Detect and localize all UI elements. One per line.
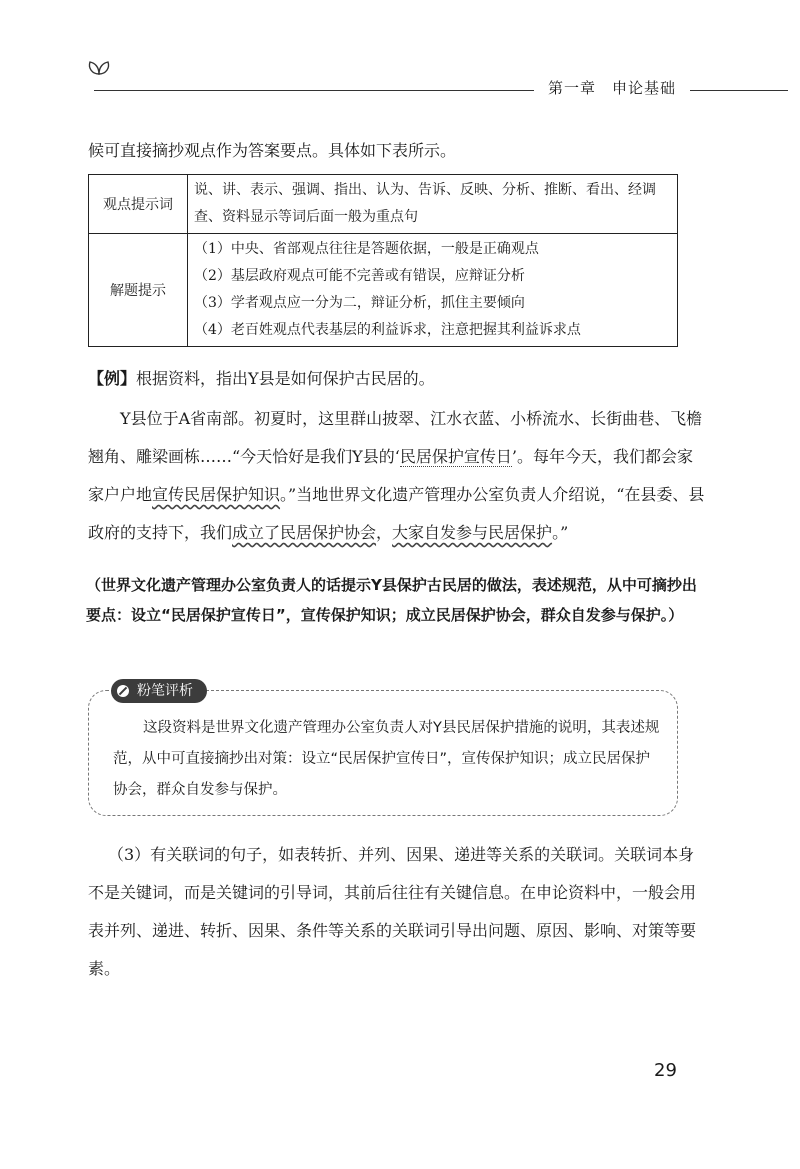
story-underline: 宣传民居保护知识 [152, 485, 281, 504]
analysis-text: 这段资料是世界文化遗产管理办公室负责人对Y县民居保护措施的说明，其表述规范，从中可直接摘抄出对策：设立“民居保护宣传日”，宣传保护知识；成立民居保护协会，群众自发参与保护。 [113, 720, 660, 798]
table-label-tips: 解题提示 [89, 234, 188, 347]
story-underline: 大家自发参与民居保护 [392, 523, 553, 542]
story-text: 。”当地世界文化遗产管理办公室负责人介绍说，“在县委、县政府的支持下，我们 [88, 485, 705, 542]
chapter-header [548, 77, 676, 98]
story-text: Y县位于A省南部。初夏时，这里群山披翠、江水衣蓝、小桥流水、长街曲巷、飞檐翘角、雕梁画栋……“今天恰好是我们Y县的‘ [88, 409, 703, 466]
intro-text: 候可直接摘抄观点作为答案要点。具体如下表所示。 [88, 141, 457, 160]
tip-item: （3）学者观点应一分为二，辩证分析，抓住主要倾向 [194, 295, 525, 311]
header-rule-right [690, 90, 788, 91]
tip-item: （2）基层政府观点可能不完善或有错误，应辩证分析 [194, 268, 525, 284]
story-text: 。” [552, 523, 569, 542]
header-rule-left [94, 90, 534, 91]
story-text: ， [376, 523, 393, 542]
leaf-logo-icon [86, 58, 112, 78]
story-underline: 成立了民居保护协会 [232, 523, 377, 542]
page-number: 29 [654, 1060, 677, 1081]
hint-table [88, 174, 678, 347]
example-text: 根据资料，指出Y县是如何保护古民居的。 [136, 369, 435, 388]
tip-item: （4）老百姓观点代表基层的利益诉求，注意把握其利益诉求点 [194, 322, 581, 338]
story-paragraph [88, 400, 708, 552]
section3-paragraph: （3）有关联词的句子，如表转折、并列、因果、递进等关系的关联词。关联词本身不是关键词，而是关键词的引导词，其前后往往有关键信息。在申论资料中，一般会用表并列、递进、转折、因果、条件等关系的关联词引导出问题、原因、影响、对策等要素。 [88, 845, 697, 978]
example-label: 【例】 [88, 369, 137, 388]
table-content-tips [188, 234, 678, 347]
analysis-box [88, 683, 678, 816]
table-row [89, 175, 678, 234]
chapter-title: 申论基础 [612, 79, 677, 97]
analysis-tag [111, 679, 207, 703]
analysis-tag-label: 粉笔评析 [137, 683, 193, 699]
table-label-keywords: 观点提示词 [89, 175, 188, 234]
table-row [89, 234, 678, 347]
example-question [88, 360, 708, 398]
pencil-icon [117, 685, 129, 697]
story-text: ’。每年今天，我们都会家家户户地 [88, 447, 693, 504]
story-underline: 民居保护宣传日 [399, 447, 512, 466]
chapter-number: 第一章 [548, 79, 597, 97]
table-content-keywords: 说、讲、表示、强调、指出、认为、告诉、反映、分析、推断、看出、经调查、资料显示等词后面一般为重点句 [188, 175, 678, 234]
tip-item: （1）中央、省部观点往往是答题依据，一般是正确观点 [194, 241, 539, 257]
example-note: （世界文化遗产管理办公室负责人的话提示Y县保护古民居的做法，表述规范，从中可摘抄出要点：设立“民居保护宣传日”，宣传保护知识；成立民居保护协会，群众自发参与保护。） [86, 576, 697, 624]
